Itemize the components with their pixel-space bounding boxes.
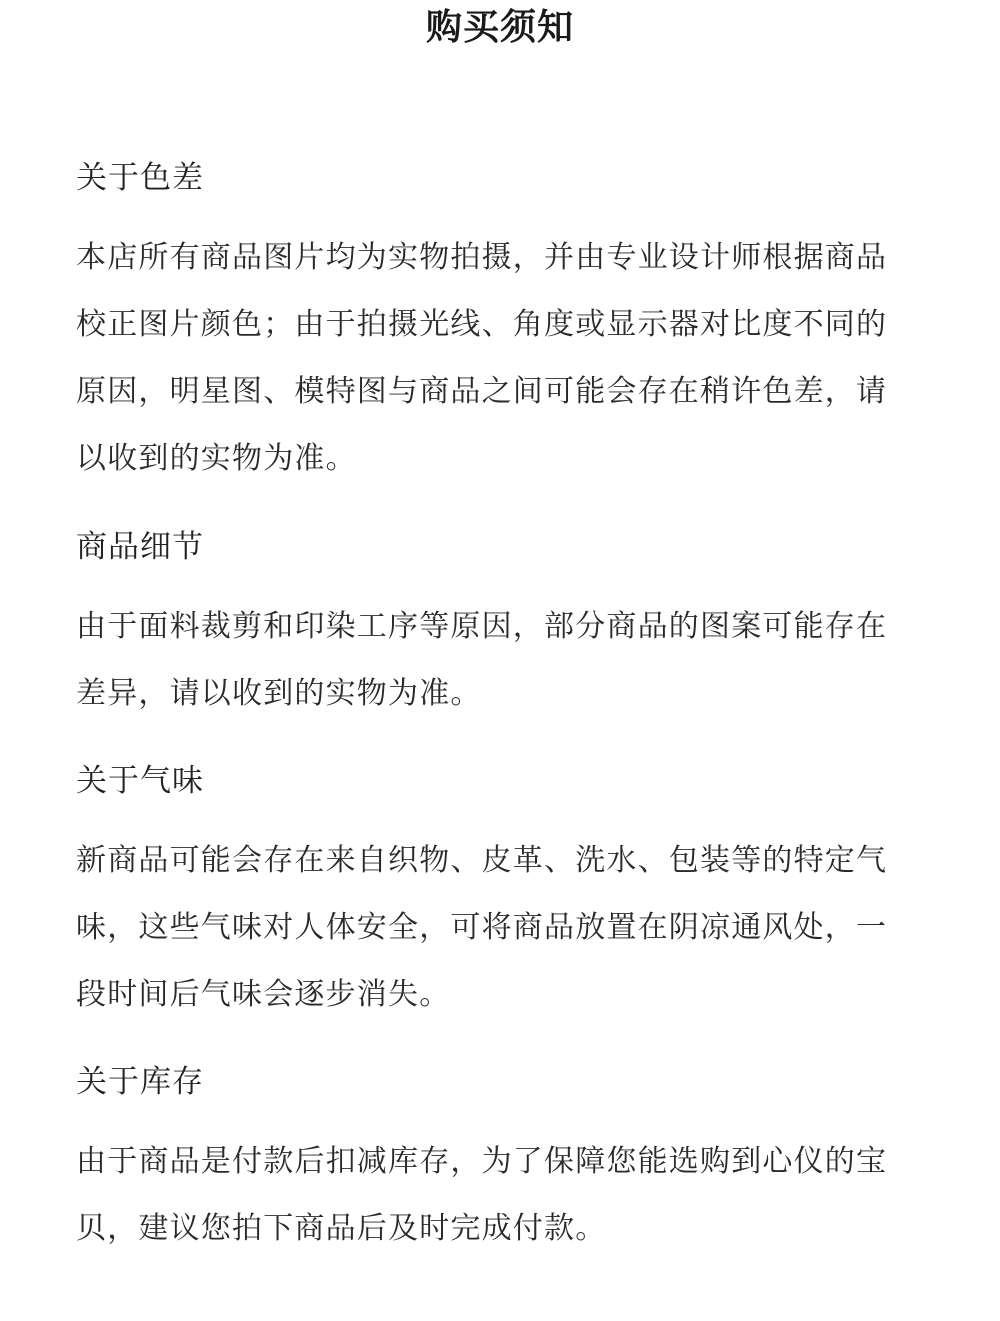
body-line: 新商品可能会存在来自织物、皮革、洗水、包装等的特定气: [76, 843, 888, 878]
section-body: [76, 593, 936, 727]
section-body: [76, 827, 936, 1028]
body-line: 本店所有商品图片均为实物拍摄，并由专业设计师根据商品: [76, 240, 888, 275]
body-line: 由于面料裁剪和印染工序等原因，部分商品的图案可能存在: [76, 609, 888, 644]
body-line: 味，这些气味对人体安全，可将商品放置在阴凉通风处，一: [76, 910, 888, 945]
body-line: 原因，明星图、模特图与商品之间可能会存在稍许色差，请: [76, 374, 888, 409]
section-heading: 商品细节: [76, 529, 204, 565]
section-body: [76, 1128, 936, 1262]
section-inventory: [76, 1062, 936, 1262]
section-product-details: [76, 527, 936, 727]
body-line: 由于商品是付款后扣减库存，为了保障您能选购到心仪的宝: [76, 1144, 888, 1179]
section-color-difference: [76, 158, 936, 492]
section-body: [76, 224, 936, 492]
body-line: 段时间后气味会逐步消失。: [76, 977, 451, 1012]
section-heading: 关于气味: [76, 763, 204, 799]
page-title: 购买须知: [425, 7, 574, 48]
section-heading: 关于色差: [76, 160, 204, 196]
body-line: 贝，建议您拍下商品后及时完成付款。: [76, 1211, 607, 1246]
section-odor: [76, 761, 936, 1028]
body-line: 校正图片颜色；由于拍摄光线、角度或显示器对比度不同的: [76, 307, 888, 342]
section-heading: 关于库存: [76, 1064, 204, 1100]
body-line: 以收到的实物为准。: [76, 441, 357, 476]
body-line: 差异，请以收到的实物为准。: [76, 676, 482, 711]
